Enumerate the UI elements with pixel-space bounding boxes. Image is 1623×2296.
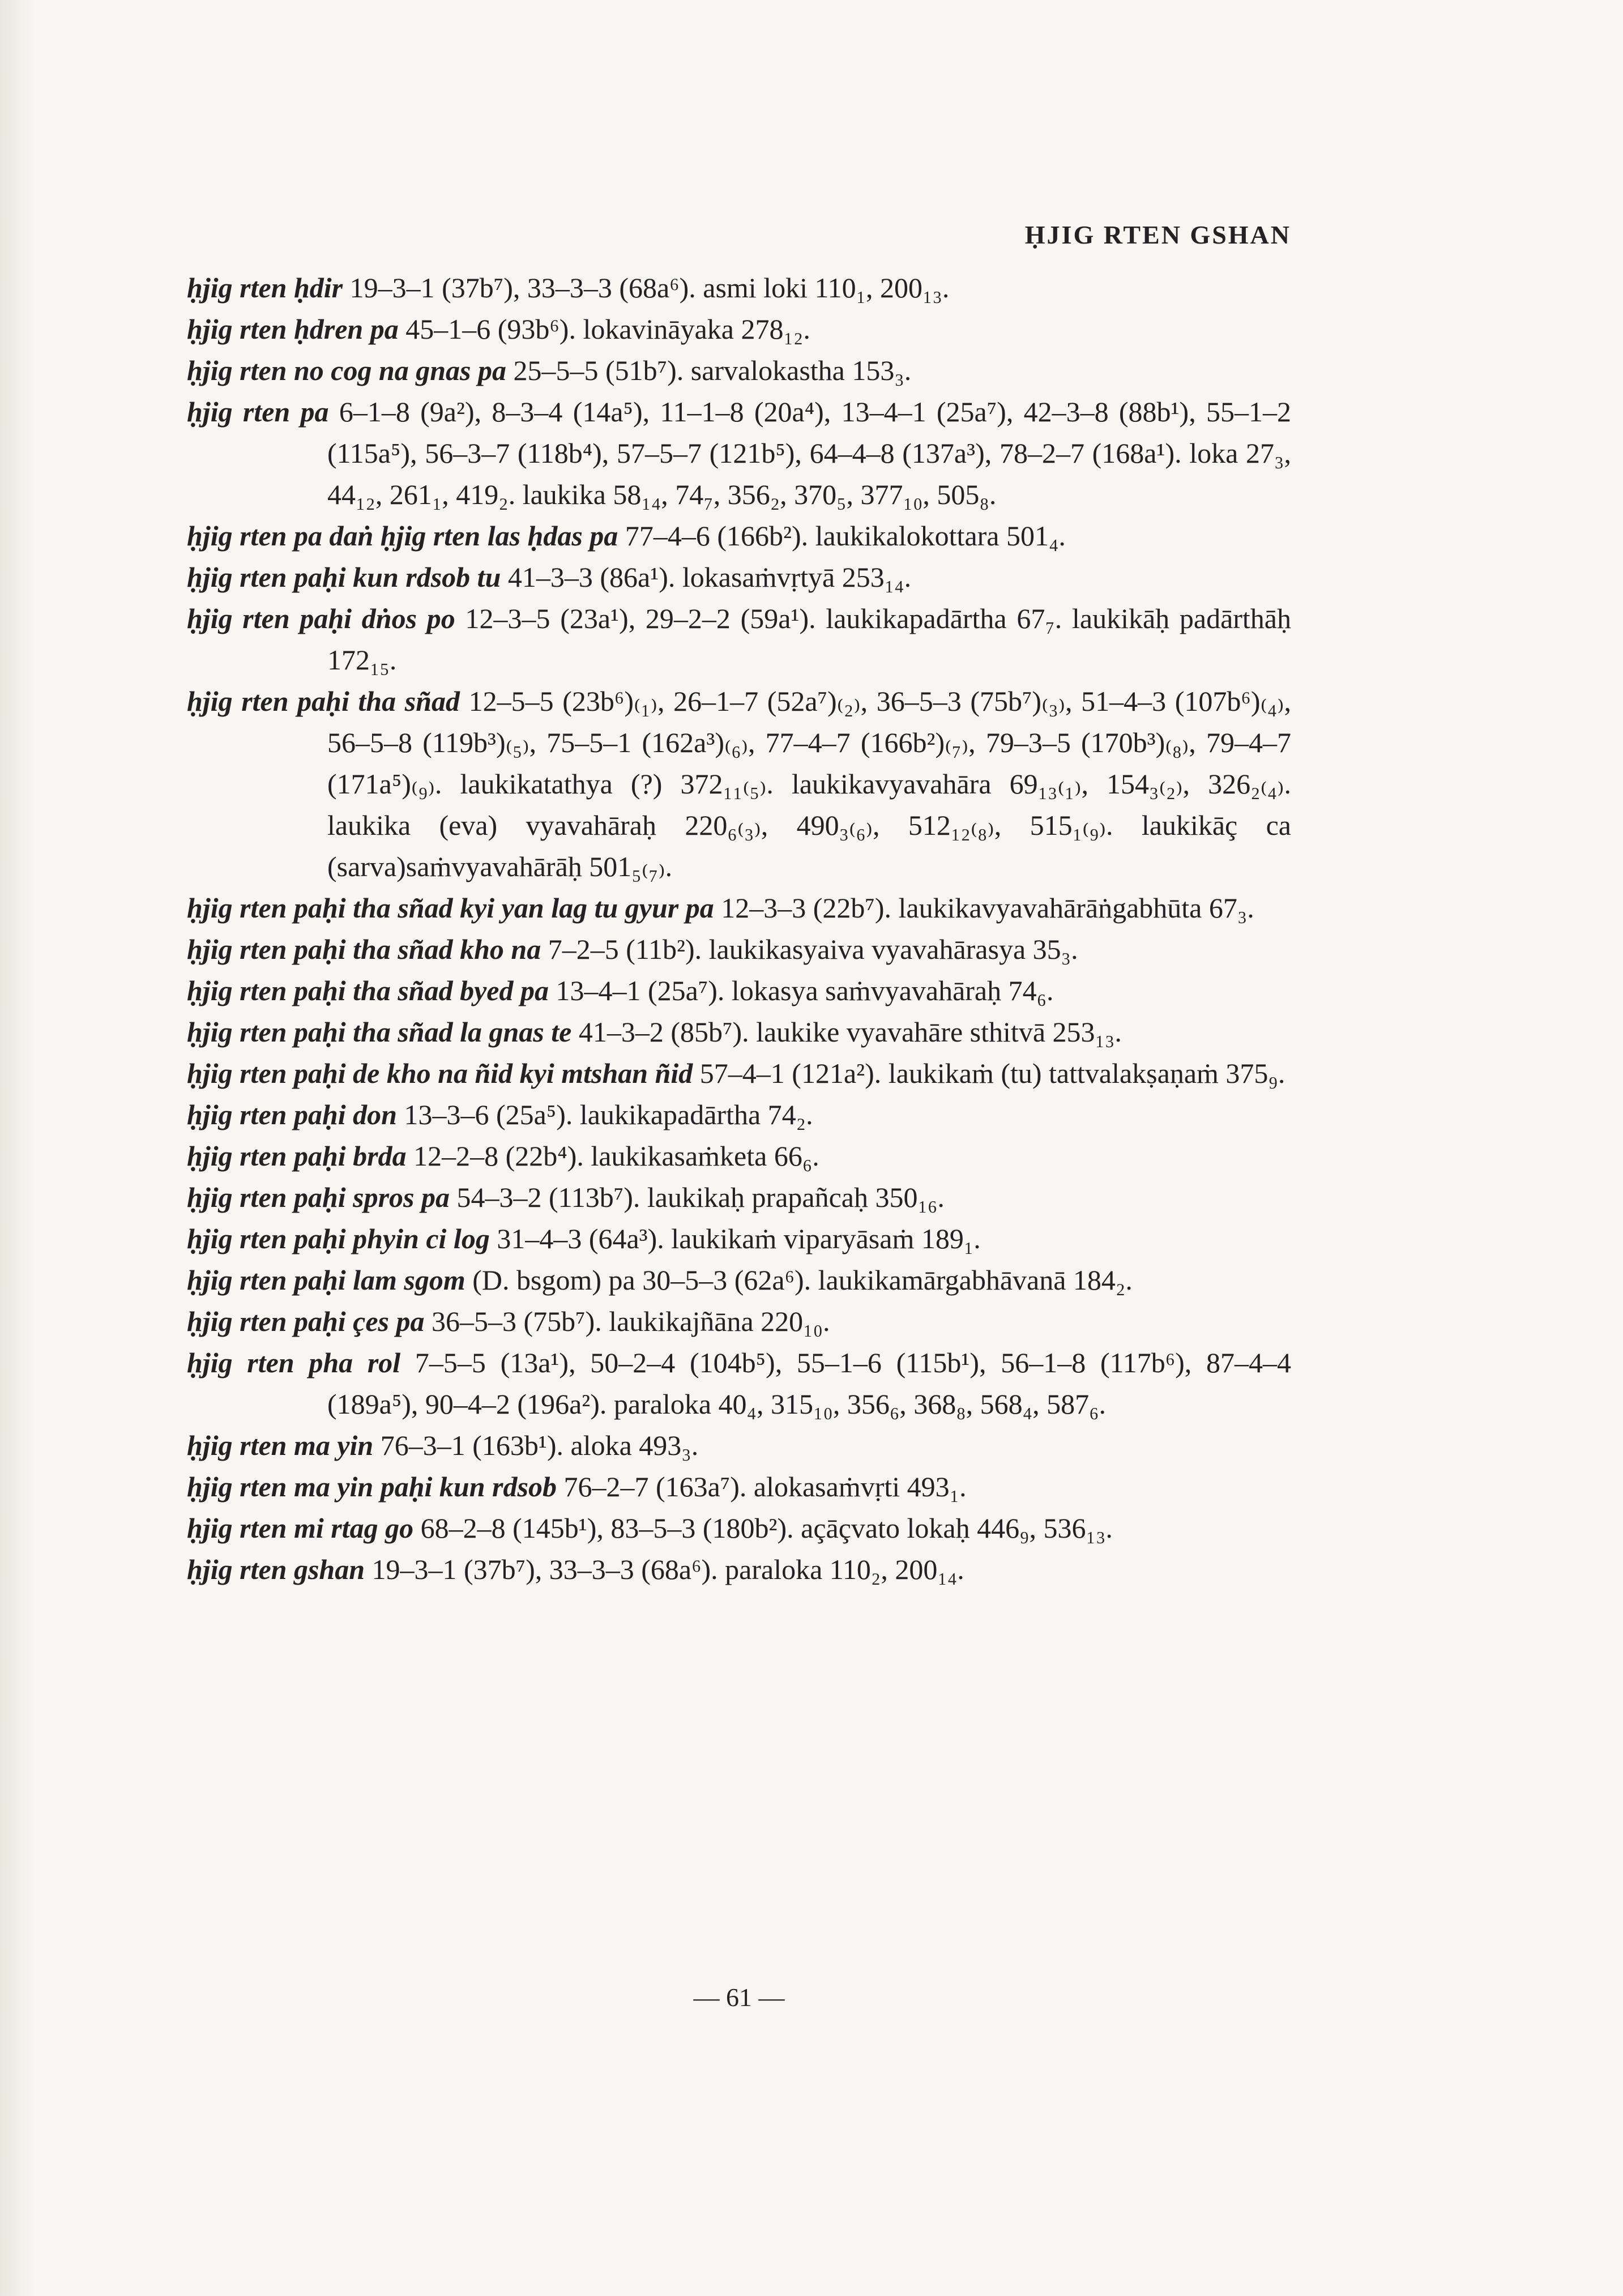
entry [187,350,1291,391]
headword: ḥjig rten ḥdir [187,272,343,304]
entry [187,1301,1291,1342]
entry [187,929,1291,970]
entry [187,1053,1291,1094]
headword: ḥjig rten pa daṅ ḥjig rten las ḥdas pa [187,520,618,552]
entry-body: 76–2–7 (163a⁷). alokasaṁvṛti 493₁. [556,1471,967,1503]
page-number: — 61 — [693,1983,785,2012]
entry [187,1094,1291,1136]
entry-body: 36–5–3 (75b⁷). laukikajñāna 220₁₀. [424,1305,830,1337]
headword: ḥjig rten pha rol [187,1347,401,1379]
entry-body: 41–3–2 (85b⁷). laukike vyavahāre sthitvā 253₁₃. [571,1016,1122,1048]
entry-body: (D. bsgom) pa 30–5–3 (62a⁶). laukikamārgabhāvanā 184₂. [465,1264,1133,1296]
entry [187,1342,1291,1425]
entry-body: 19–3–1 (37b⁷), 33–3–3 (68a⁶). paraloka 110₂, 200₁₄. [365,1554,964,1585]
entry-body: 12–3–3 (22b⁷). laukikavyavahārāṅgabhūta 67₃. [714,892,1254,924]
headword: ḥjig rten paḥi don [187,1099,397,1130]
headword: ḥjig rten paḥi kun rdsob tu [187,561,501,593]
entry [187,391,1291,515]
headword: ḥjig rten paḥi brda [187,1140,407,1172]
entry [187,1012,1291,1053]
entry [187,1466,1291,1508]
entry [187,1549,1291,1590]
entry [187,267,1291,309]
entry [187,887,1291,929]
entry-body: 45–1–6 (93b⁶). lokavināyaka 278₁₂. [398,313,810,345]
running-head: ḤJIG RTEN GSHAN [1024,220,1291,249]
headword: ḥjig rten paḥi tha sñad byed pa [187,975,549,1006]
entry-body: 7–2–5 (11b²). laukikasyaiva vyavahārasya 35₃. [541,933,1078,965]
entry [187,557,1291,598]
entry [187,1136,1291,1177]
entry [187,1508,1291,1549]
entry-body: 7–5–5 (13a¹), 50–2–4 (104b⁵), 55–1–6 (115b¹), 56–1–8 (117b⁶), 87–4–4 (189a⁵), 90–4–2 (196a²). paraloka 40₄, 315₁₀, 356₆, 368₈, 568₄, 587₆. [327,1347,1291,1420]
headword: ḥjig rten paḥi de kho na ñid kyi mtshan ñid [187,1057,693,1089]
entry-body: 13–3–6 (25a⁵). laukikapadārtha 74₂. [396,1099,813,1130]
entry [187,1218,1291,1260]
headword: ḥjig rten paḥi phyin ci log [187,1223,490,1254]
entry-body: 12–5–5 (23b⁶)₍₁₎, 26–1–7 (52a⁷)₍₂₎, 36–5–3 (75b⁷)₍₃₎, 51–4–3 (107b⁶)₍₄₎, 56–5–8 (119b³)₍₅₎, 75–5–1 (162a³)₍₆₎, 77–4–7 (166b²)₍₇₎, 79–3–5 (170b³)₍₈₎, 79–4–7 (171a⁵)₍₉₎. laukikatathya (?) 372₁₁₍₅₎. laukikavyavahāra 69₁₃₍₁₎, 154₃₍₂₎, 326₂₍₄₎. laukika (eva) vyavahāraḥ 220₆₍₃₎, 490₃₍₆₎, 512₁₂₍₈₎, 515₁₍₉₎. laukikāç ca (sarva)saṁvyavahārāḥ 501₅₍₇₎. [327,685,1292,882]
entry [187,515,1291,557]
entry [187,1177,1291,1218]
headword: ḥjig rten gshan [187,1554,365,1585]
entry [187,681,1291,887]
entry-body: 54–3–2 (113b⁷). laukikaḥ prapañcaḥ 350₁₆. [450,1181,945,1213]
entry [187,309,1291,350]
headword: ḥjig rten ḥdren pa [187,313,399,345]
headword: ḥjig rten paḥi tha sñad la gnas te [187,1016,572,1048]
headword: ḥjig rten paḥi spros pa [187,1181,450,1213]
entry [187,1260,1291,1301]
headword: ḥjig rten mi rtag go [187,1512,414,1544]
headword: ḥjig rten paḥi tha sñad [187,685,460,717]
dictionary-page [187,0,1291,2296]
entry [187,970,1291,1012]
entry-body: 6–1–8 (9a²), 8–3–4 (14a⁵), 11–1–8 (20a⁴), 13–4–1 (25a⁷), 42–3–8 (88b¹), 55–1–2 (115a⁵), 56–3–7 (118b⁴), 57–5–7 (121b⁵), 64–4–8 (137a³), 78–2–7 (168a¹). loka 27₃, 44₁₂, 261₁, 419₂. laukika 58₁₄, 74₇, 356₂, 370₅, 377₁₀, 505₈. [327,396,1291,510]
entry-list [187,267,1291,1590]
entry-body: 41–3–3 (86a¹). lokasaṁvṛtyā 253₁₄. [501,561,912,593]
entry-body: 13–4–1 (25a⁷). lokasya saṁvyavahāraḥ 74₆. [549,975,1054,1006]
scan-edge-shadow [0,0,34,2296]
headword: ḥjig rten no cog na gnas pa [187,355,507,386]
headword: ḥjig rten pa [187,396,329,428]
entry-body: 77–4–6 (166b²). laukikalokottara 501₄. [618,520,1066,552]
headword: ḥjig rten ma yin paḥi kun rdsob [187,1471,557,1503]
entry [187,1425,1291,1466]
entry-body: 31–4–3 (64a³). laukikaṁ viparyāsaṁ 189₁. [489,1223,981,1254]
entry [187,598,1291,681]
entry-body: 25–5–5 (51b⁷). sarvalokastha 153₃. [506,355,912,386]
headword: ḥjig rten paḥi lam sgom [187,1264,465,1296]
entry-body: 12–3–5 (23a¹), 29–2–2 (59a¹). laukikapadārtha 67₇. laukikāḥ padārthāḥ 172₁₅. [327,603,1291,676]
entry-body: 12–2–8 (22b⁴). laukikasaṁketa 66₆. [406,1140,819,1172]
headword: ḥjig rten ma yin [187,1429,374,1461]
headword: ḥjig rten paḥi dṅos po [187,603,455,634]
headword: ḥjig rten paḥi çes pa [187,1305,425,1337]
headword: ḥjig rten paḥi tha sñad kho na [187,933,541,965]
entry-body: 57–4–1 (121a²). laukikaṁ (tu) tattvalakṣaṇaṁ 375₉. [693,1057,1285,1089]
entry-body: 19–3–1 (37b⁷), 33–3–3 (68a⁶). asmi loki 110₁, 200₁₃. [343,272,950,304]
entry-body: 76–3–1 (163b¹). aloka 493₃. [373,1429,699,1461]
headword: ḥjig rten paḥi tha sñad kyi yan lag tu gyur pa [187,892,714,924]
entry-body: 68–2–8 (145b¹), 83–5–3 (180b²). açāçvato lokaḥ 446₉, 536₁₃. [413,1512,1113,1544]
